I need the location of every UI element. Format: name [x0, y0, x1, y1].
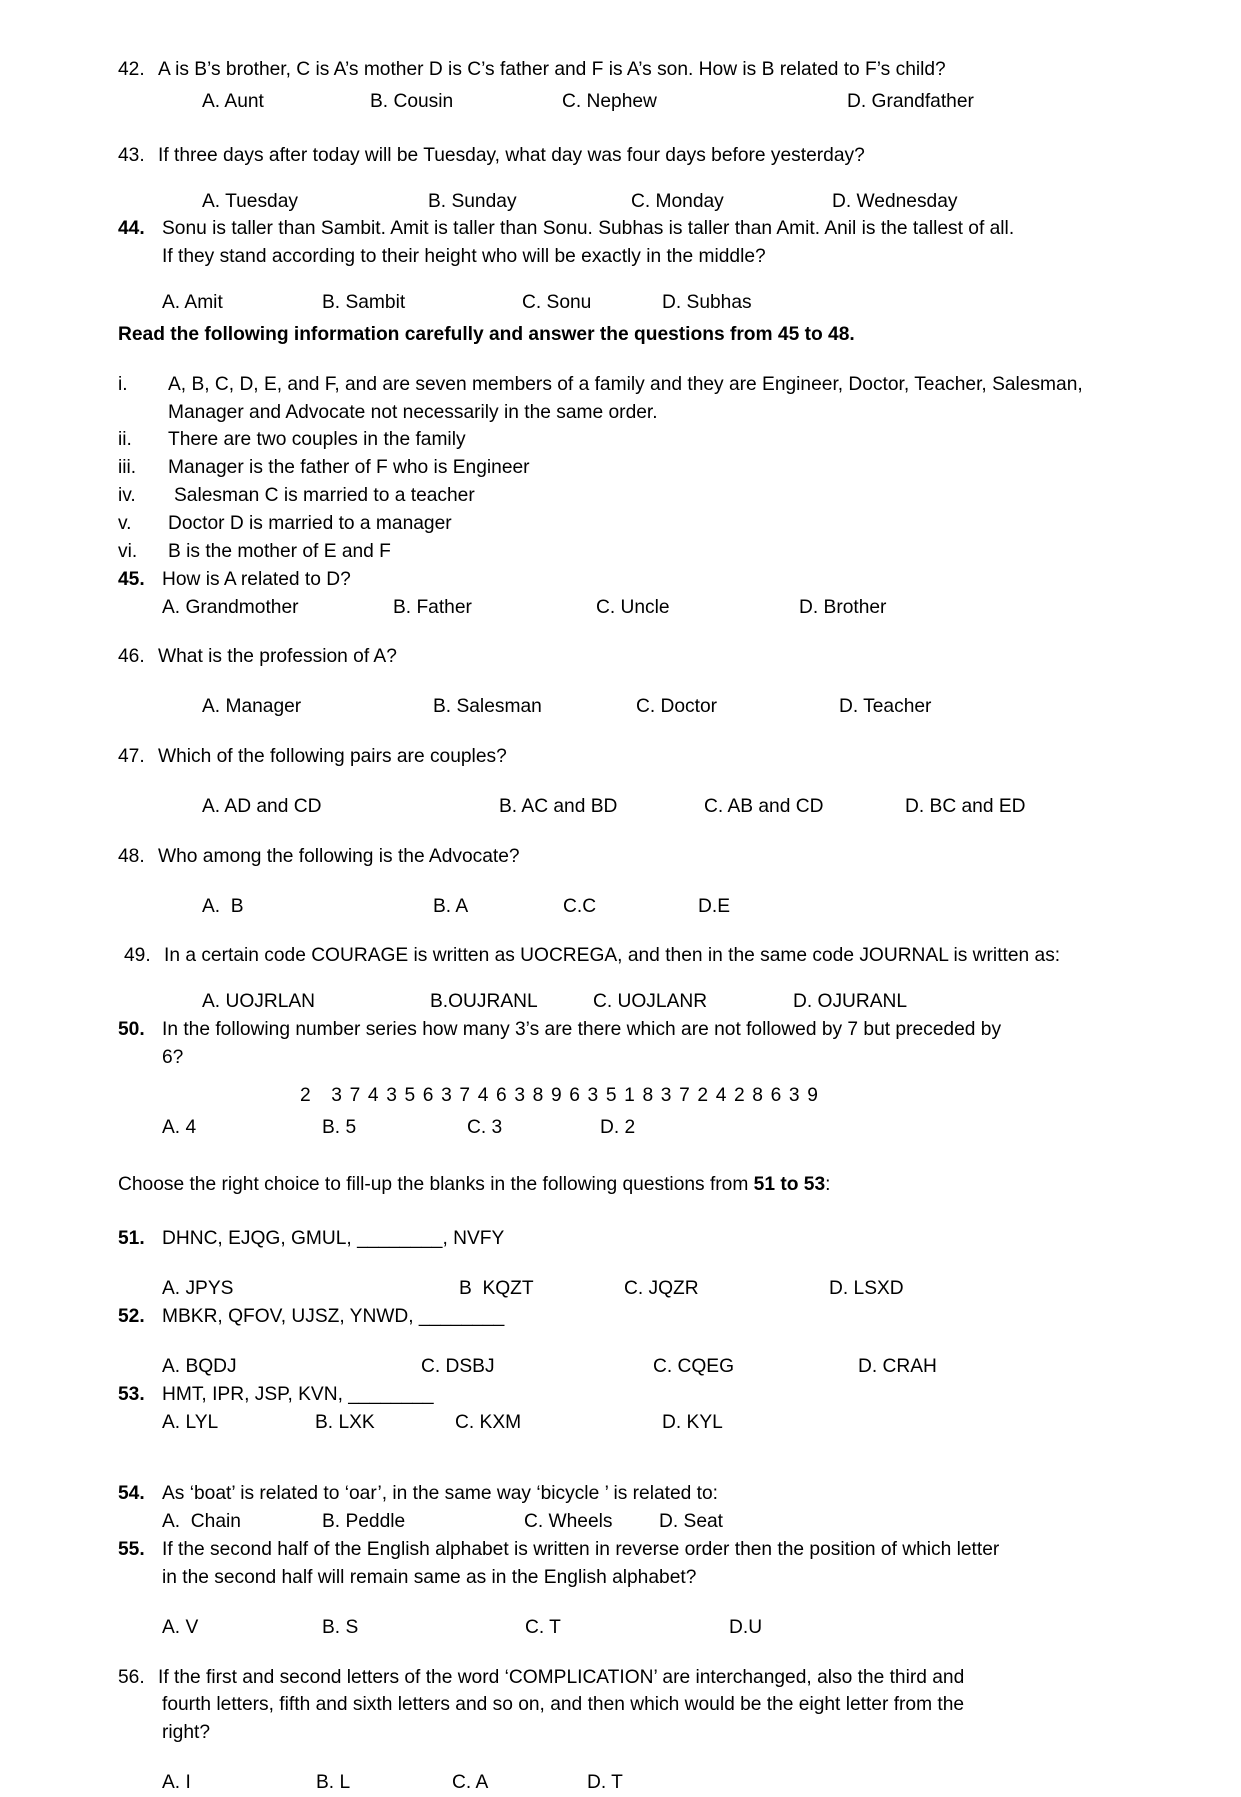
option-b[interactable]: B. Sunday — [428, 190, 517, 212]
question-56-body — [158, 1664, 1129, 1797]
option-d[interactable]: D. Teacher — [839, 696, 932, 718]
instruction-51-to-53 — [118, 1171, 1129, 1199]
question-46-body — [158, 643, 1129, 721]
question-46 — [118, 643, 1129, 721]
option-b[interactable]: B KQZT — [459, 1278, 534, 1300]
option-c[interactable]: C. Doctor — [636, 696, 718, 718]
question-46-stem: What is the profession of A? — [158, 646, 397, 668]
question-55-stem-line-1: If the second half of the English alphabet is written in reverse order then the position of which letter — [162, 1539, 1000, 1561]
question-45-stem: How is A related to D? — [162, 568, 351, 590]
option-c[interactable]: C. Wheels — [524, 1511, 613, 1533]
option-a[interactable]: A. UOJRLAN — [202, 991, 316, 1013]
option-d[interactable]: D. Subhas — [662, 292, 752, 314]
question-50-stem-line-2: 6? — [162, 1046, 184, 1068]
option-c[interactable]: C. UOJLANR — [593, 991, 708, 1013]
question-51 — [118, 1225, 1129, 1303]
option-c[interactable]: C. CQEG — [653, 1355, 735, 1377]
question-51-stem: DHNC, EJQG, GMUL, ________, NVFY — [162, 1228, 505, 1250]
question-48-options — [158, 893, 1129, 921]
question-53 — [118, 1381, 1129, 1437]
option-a[interactable]: A. V — [162, 1616, 199, 1638]
question-46-options — [158, 693, 1129, 721]
option-b[interactable]: B. 5 — [322, 1116, 357, 1138]
clue-item — [118, 510, 1129, 538]
option-a[interactable]: A. JPYS — [162, 1278, 234, 1300]
question-49-number: 49. — [124, 945, 151, 967]
option-c[interactable]: C. T — [525, 1616, 561, 1638]
clue-text-line-1: A, B, C, D, E, and F, and are seven members of a family and they are Engineer, Doctor, Teacher, Salesman, — [168, 373, 1083, 395]
instruction-45-to-48: Read the following information carefully and answer the questions from 45 to 48. — [118, 323, 855, 345]
option-c[interactable]: C.C — [563, 895, 597, 917]
question-45-body — [162, 566, 1129, 622]
option-a[interactable]: A. Manager — [202, 696, 302, 718]
question-56-options — [158, 1769, 1129, 1797]
option-d[interactable]: D. Wednesday — [832, 190, 958, 212]
question-42-options — [158, 88, 1129, 116]
question-52-options — [162, 1353, 1129, 1381]
question-51-number: 51. — [118, 1228, 145, 1250]
option-d[interactable]: D. BC and ED — [905, 795, 1026, 817]
option-b[interactable]: B. Peddle — [322, 1511, 406, 1533]
option-d[interactable]: D. LSXD — [829, 1278, 904, 1300]
clue-text: Doctor D is married to a manager — [168, 512, 452, 534]
clue-marker: ii. — [118, 429, 132, 451]
question-44-number: 44. — [118, 218, 145, 240]
clue-text: B is the mother of E and F — [168, 540, 391, 562]
option-d[interactable]: D. Seat — [659, 1511, 723, 1533]
question-48 — [118, 843, 1129, 921]
question-49 — [118, 942, 1129, 1016]
question-48-body — [158, 843, 1129, 921]
option-a[interactable]: A. AD and CD — [202, 795, 322, 817]
option-a[interactable]: A. B — [202, 895, 244, 917]
question-43-body — [158, 142, 1129, 216]
option-a[interactable]: A. Aunt — [202, 90, 264, 112]
option-d[interactable]: D.E — [698, 895, 730, 917]
question-56-stem-line-2: fourth letters, fifth and sixth letters and so on, and then which would be the eight letter from the — [162, 1694, 965, 1716]
clue-item — [118, 371, 1129, 427]
option-d[interactable]: D. T — [587, 1772, 623, 1794]
question-47-number: 47. — [118, 746, 145, 768]
question-46-number: 46. — [118, 646, 145, 668]
question-51-body — [162, 1225, 1129, 1303]
option-d[interactable]: D. KYL — [662, 1411, 723, 1433]
question-42-stem: A is B’s brother, C is A’s mother D is C’s father and F is A’s son. How is B related to F’s child? — [158, 59, 946, 80]
option-a[interactable]: A. Grandmother — [162, 596, 299, 618]
question-44-stem-line-1: Sonu is taller than Sambit. Amit is taller than Sonu. Subhas is taller than Amit. Anil is the tallest of all. — [162, 218, 1015, 240]
question-44-options — [162, 289, 1129, 317]
option-a[interactable]: A. Amit — [162, 292, 223, 314]
question-55-options — [162, 1614, 1129, 1642]
question-52-body — [162, 1303, 1129, 1381]
clue-marker: vi. — [118, 540, 138, 562]
option-c[interactable]: C. Sonu — [522, 292, 592, 314]
question-54 — [118, 1480, 1129, 1536]
question-45-options — [162, 594, 1129, 622]
option-d[interactable]: D.U — [729, 1616, 763, 1638]
question-54-number: 54. — [118, 1483, 145, 1505]
question-42-body — [158, 56, 1129, 116]
option-a[interactable]: A. Chain — [162, 1511, 241, 1533]
option-d[interactable]: D. CRAH — [858, 1355, 937, 1377]
clue-marker: iii. — [118, 457, 137, 479]
question-50-stem-line-1: In the following number series how many 3’s are there which are not followed by 7 but preceded by — [162, 1019, 1002, 1041]
question-54-body — [162, 1480, 1129, 1536]
option-c[interactable]: C. Monday — [631, 190, 724, 212]
question-47-options — [158, 793, 1129, 821]
option-a[interactable]: A. LYL — [162, 1411, 219, 1433]
question-50-options — [162, 1114, 1129, 1142]
question-43-options — [158, 188, 1129, 216]
option-c[interactable]: C. AB and CD — [704, 795, 824, 817]
question-55-body — [162, 1536, 1129, 1642]
clue-marker: i. — [118, 373, 128, 395]
instruction-51-to-53-suffix: : — [825, 1174, 831, 1196]
question-51-options — [162, 1275, 1129, 1303]
clue-item — [118, 482, 1129, 510]
question-43 — [118, 142, 1129, 216]
question-53-number: 53. — [118, 1383, 145, 1405]
question-45-number: 45. — [118, 568, 145, 590]
question-47-stem: Which of the following pairs are couples? — [158, 746, 507, 768]
question-56-number: 56. — [118, 1666, 145, 1688]
clue-marker: iv. — [118, 485, 136, 507]
question-55-number: 55. — [118, 1539, 145, 1561]
question-44 — [118, 215, 1129, 317]
instruction-51-to-53-prefix: Choose the right choice to fill-up the blanks in the following questions from — [118, 1174, 754, 1196]
option-c[interactable]: C. JQZR — [624, 1278, 699, 1300]
question-52-number: 52. — [118, 1306, 145, 1327]
option-b[interactable]: B. AC and BD — [499, 795, 618, 817]
option-c[interactable]: C. 3 — [467, 1116, 503, 1138]
clue-text: Salesman C is married to a teacher — [174, 485, 475, 507]
question-49-body — [164, 942, 1129, 1016]
question-47 — [118, 743, 1129, 821]
option-a[interactable]: A. 4 — [162, 1116, 197, 1138]
option-d[interactable]: D. Grandfather — [847, 90, 974, 112]
question-54-stem: As ‘boat’ is related to ‘oar’, in the same way ‘bicycle ’ is related to: — [162, 1483, 718, 1505]
option-c[interactable]: C. A — [452, 1772, 489, 1794]
option-c[interactable]: C. KXM — [455, 1411, 522, 1433]
question-56-stem-line-1: If the first and second letters of the word ‘COMPLICATION’ are interchanged, also the third and — [158, 1666, 965, 1688]
question-42-number: 42. — [118, 59, 145, 80]
question-43-number: 43. — [118, 144, 145, 166]
question-53-stem: HMT, IPR, JSP, KVN, ________ — [162, 1383, 434, 1405]
option-d[interactable]: D. 2 — [600, 1116, 636, 1138]
question-44-stem-line-2: If they stand according to their height who will be exactly in the middle? — [162, 246, 766, 268]
question-42 — [118, 56, 1129, 116]
clue-item — [118, 426, 1129, 454]
question-55-stem-line-2: in the second half will remain same as in the English alphabet? — [162, 1566, 697, 1588]
option-b[interactable]: B. S — [322, 1616, 359, 1638]
question-50-number: 50. — [118, 1019, 145, 1041]
clue-marker: v. — [118, 512, 132, 534]
option-b[interactable]: B. A — [433, 895, 469, 917]
question-50-body — [162, 1016, 1129, 1141]
option-b[interactable]: B. Sambit — [322, 292, 406, 314]
option-d[interactable]: D. Brother — [799, 596, 887, 618]
question-55 — [118, 1536, 1129, 1642]
question-53-body — [162, 1381, 1129, 1437]
question-56 — [118, 1664, 1129, 1797]
option-a[interactable]: A. BQDJ — [162, 1355, 237, 1377]
option-b[interactable]: B. LXK — [315, 1411, 375, 1433]
question-52 — [118, 1303, 1129, 1381]
option-b[interactable]: B. Cousin — [370, 90, 454, 112]
instruction-51-to-53-range: 51 to 53 — [753, 1174, 826, 1196]
option-b[interactable]: C. DSBJ — [421, 1355, 495, 1377]
question-53-options — [162, 1409, 1129, 1437]
question-48-stem: Who among the following is the Advocate? — [158, 845, 520, 867]
clue-text: There are two couples in the family — [168, 429, 466, 451]
clue-list — [118, 371, 1129, 566]
clue-text-line-2: Manager and Advocate not necessarily in the same order. — [168, 401, 658, 423]
number-series: 2 3 7 4 3 5 6 3 7 4 6 3 8 9 6 3 5 1 8 3 7 2 4 2 8 6 3 9 — [300, 1084, 820, 1106]
clue-item — [118, 454, 1129, 482]
question-49-options — [164, 988, 1129, 1016]
question-44-body — [162, 215, 1129, 317]
clue-text — [168, 371, 1129, 427]
option-d[interactable]: D. OJURANL — [793, 991, 908, 1013]
question-49-stem: In a certain code COURAGE is written as UOCREGA, and then in the same code JOURNAL is written as: — [164, 945, 1061, 967]
question-45 — [118, 566, 1129, 622]
option-b[interactable]: B. Father — [393, 596, 472, 618]
question-52-stem: MBKR, QFOV, UJSZ, YNWD, ________ — [162, 1306, 505, 1327]
option-a[interactable]: A. I — [162, 1772, 191, 1794]
clue-item — [118, 538, 1129, 566]
clue-text: Manager is the father of F who is Engineer — [168, 457, 530, 479]
question-56-stem-line-3: right? — [162, 1722, 210, 1744]
option-c[interactable]: C. Uncle — [596, 596, 670, 618]
question-50 — [118, 1016, 1129, 1141]
option-a[interactable]: A. Tuesday — [202, 190, 298, 212]
question-54-options — [162, 1508, 1129, 1536]
option-b[interactable]: B.OUJRANL — [430, 991, 538, 1013]
question-48-number: 48. — [118, 845, 145, 867]
question-47-body — [158, 743, 1129, 821]
option-b[interactable]: B. Salesman — [433, 696, 542, 718]
question-43-stem: If three days after today will be Tuesday, what day was four days before yesterday? — [158, 144, 865, 166]
option-c[interactable]: C. Nephew — [562, 90, 657, 112]
option-b[interactable]: B. L — [316, 1772, 351, 1794]
